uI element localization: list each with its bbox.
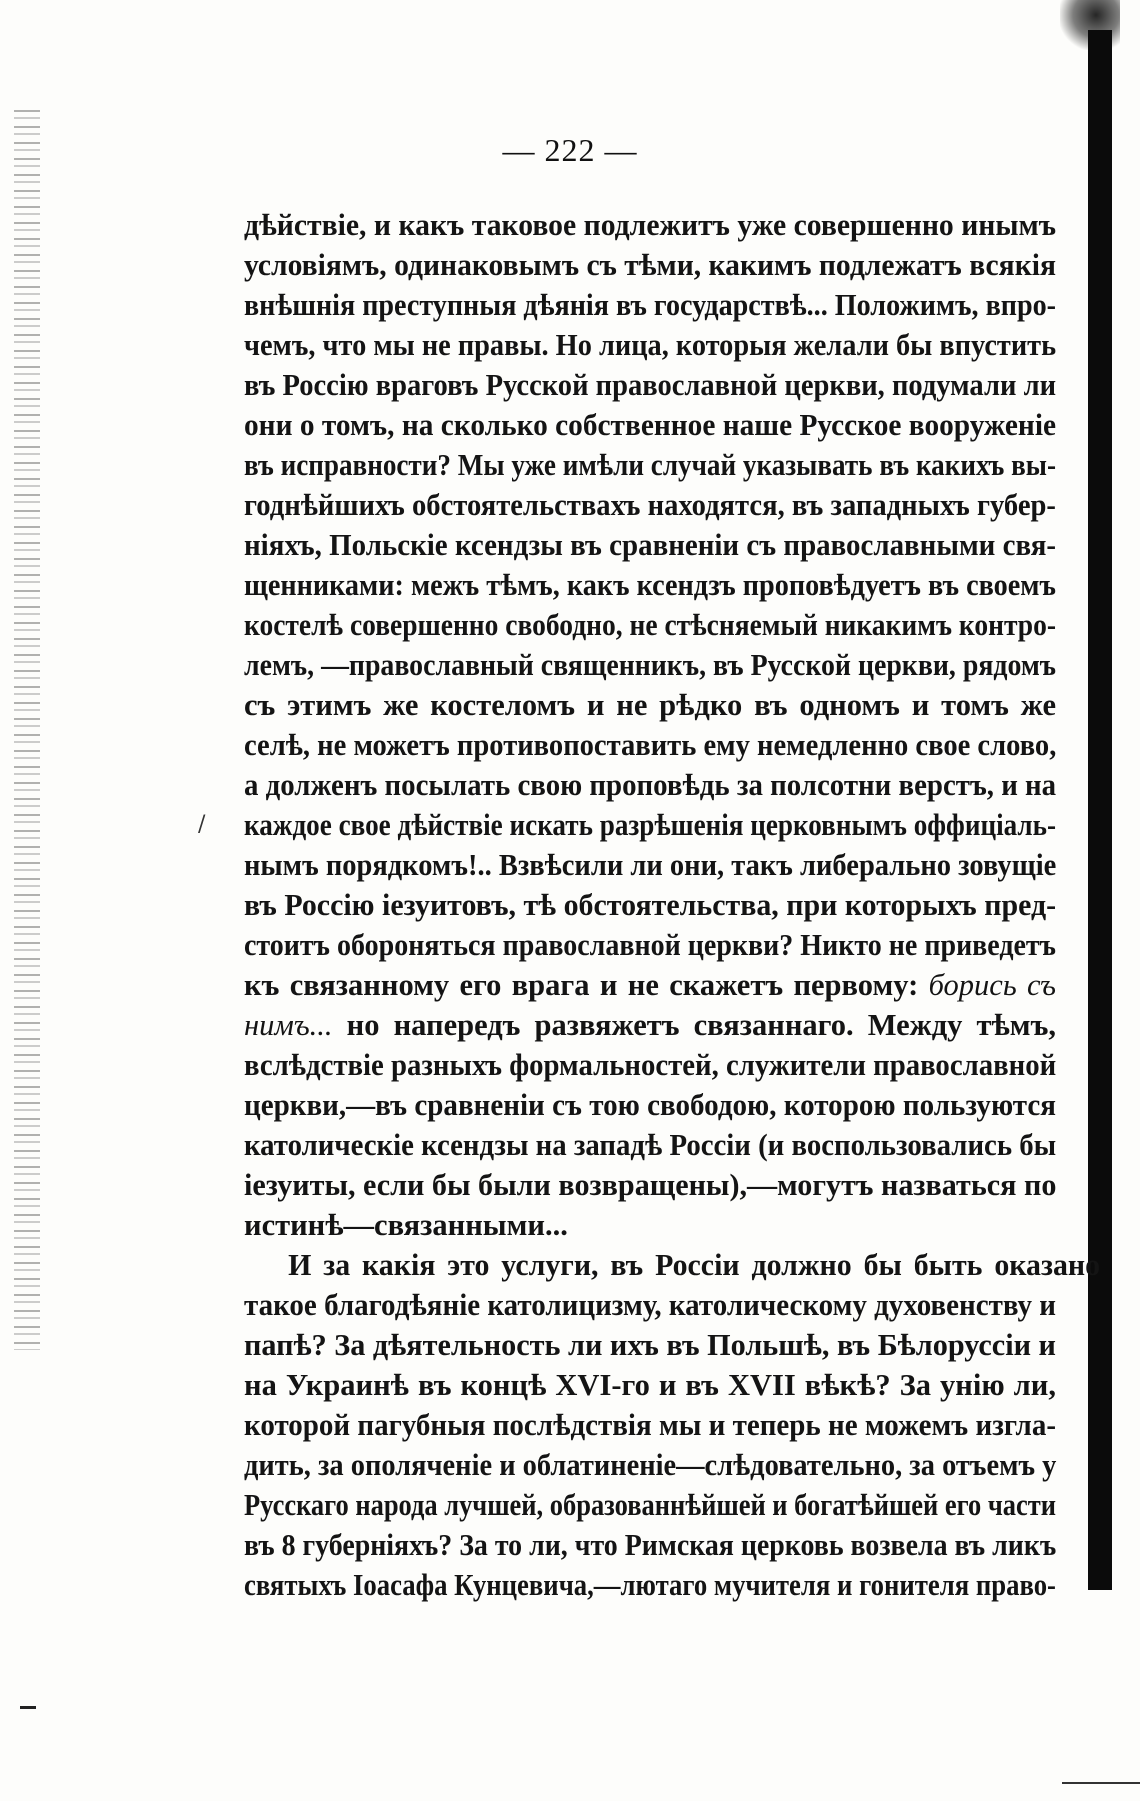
line-text: католическіе ксендзы на западѣ Россіи (и воспользовались бы [244, 1128, 1057, 1162]
line-text: церкви,—въ сравненіи съ тою свободою, которою пользуются [244, 1088, 1056, 1122]
text-line [244, 445, 1056, 485]
text-line [244, 565, 1056, 605]
text-line [244, 1005, 1056, 1045]
text-line [244, 1485, 1056, 1525]
line-text: такое благодѣяніе католицизму, католическому духовенству и [244, 1288, 1056, 1322]
text-line [244, 1325, 1056, 1365]
text-line [244, 965, 1056, 1005]
text-line [244, 645, 1056, 685]
stray-pen-mark: / [198, 812, 206, 837]
line-text: а долженъ посылать свою проповѣдь за полсотни верстъ, и на [244, 768, 1057, 802]
text-line [244, 605, 1056, 645]
text-line [244, 285, 1056, 325]
line-text: дить, за ополяченіе и облатиненіе—слѣдовательно, за отъемъ у [244, 1448, 1057, 1482]
text-line [244, 1565, 1056, 1605]
text-line [244, 1165, 1056, 1205]
line-text: дѣйствіе, и какъ таковое подлежитъ уже совершенно инымъ [244, 208, 1057, 242]
line-text: вслѣдствіе разныхъ формальностей, служители православной [244, 1048, 1057, 1082]
line-text: къ связанному его врага и не скажетъ первому: [244, 968, 919, 1002]
line-text: И за какія это услуги, въ Россіи должно бы быть оказано [288, 1248, 1101, 1282]
scan-mark-bottom-right [1062, 1782, 1140, 1784]
text-line [244, 725, 1056, 765]
italic-text: нимъ... [244, 1008, 333, 1042]
text-line [244, 925, 1056, 965]
scan-mark-bottom-left [20, 1706, 36, 1709]
line-text: щенниками: межъ тѣмъ, какъ ксендзъ проповѣдуетъ въ своемъ [244, 568, 1056, 602]
line-text: каждое свое дѣйствіе искать разрѣшенія церковнымъ оффиціаль- [244, 808, 1057, 842]
line-text: селѣ, не можетъ противопоставить ему немедленно свое слово, [244, 728, 1057, 762]
line-text: въ Россію враговъ Русской православной церкви, подумали ли [244, 368, 1057, 402]
line-text: съ этимъ же костеломъ и не рѣдко въ одномъ и томъ же [244, 688, 1056, 722]
text-line [244, 1205, 1056, 1245]
scan-noise-edge-left [14, 110, 40, 1350]
text-line [244, 1045, 1056, 1085]
line-text: годнѣйшихъ обстоятельствахъ находятся, въ западныхъ губер- [244, 488, 1056, 522]
text-line [244, 1125, 1056, 1165]
line-text: въ Россію іезуитовъ, тѣ обстоятельства, при которыхъ пред- [244, 888, 1057, 922]
line-text: папѣ? За дѣятельность ли ихъ въ Польшѣ, въ Бѣлоруссіи и [244, 1328, 1056, 1362]
italic-text: борись съ [928, 968, 1057, 1002]
text-line [244, 1405, 1056, 1445]
line-text: въ исправности? Мы уже имѣли случай указывать въ какихъ вы- [244, 448, 1057, 482]
line-text: стоитъ обороняться православной церкви? Никто не приведетъ [244, 928, 1056, 962]
scan-binding-edge-right [1088, 30, 1112, 1590]
line-text: костелѣ совершенно свободно, не стѣсняемый никакимъ контро- [244, 608, 1056, 642]
text-line [244, 1285, 1056, 1325]
text-line [244, 885, 1056, 925]
text-line [244, 765, 1056, 805]
text-line [244, 845, 1056, 885]
text-line [244, 205, 1056, 245]
line-text: они о томъ, на сколько собственное наше Русское вооруженіе [244, 408, 1057, 442]
text-line [244, 1365, 1056, 1405]
line-text: внѣшнія преступныя дѣянія въ государствѣ... Положимъ, впро- [244, 288, 1057, 322]
text-line [244, 1085, 1056, 1125]
line-text: которой пагубныя послѣдствія мы и теперь не можемъ изгла- [244, 1408, 1056, 1442]
line-text: чемъ, что мы не правы. Но лица, которыя желали бы впустить [244, 328, 1057, 362]
text-line [244, 365, 1056, 405]
line-text: нымъ порядкомъ!.. Взвѣсили ли они, такъ либерально зовущіе [244, 848, 1057, 882]
text-line [244, 485, 1056, 525]
text-line [244, 1245, 1100, 1285]
line-text: условіямъ, одинаковымъ съ тѣми, какимъ подлежатъ всякія [244, 248, 1056, 282]
text-line [244, 245, 1056, 285]
line-text: въ 8 губерніяхъ? За то ли, что Римская церковь возвела въ ликъ [244, 1528, 1057, 1562]
page-number: — 222 — [502, 132, 638, 168]
text-line [244, 325, 1056, 365]
body-text [244, 205, 1101, 1605]
text-line [244, 685, 1056, 725]
line-text: на Украинѣ въ концѣ XVI-го и въ XVII вѣкѣ? За унію ли, [244, 1368, 1056, 1402]
line-text: истинѣ—связанными... [244, 1208, 568, 1242]
line-text: іезуиты, если бы были возвращены),—могутъ назваться по [244, 1168, 1057, 1202]
line-text: Русскаго народа лучшей, образованнѣйшей и богатѣйшей его части [244, 1488, 1056, 1522]
text-line [244, 805, 1056, 845]
text-line [244, 405, 1056, 445]
line-text: лемъ, —православный священникъ, въ Русской церкви, рядомъ [244, 648, 1057, 682]
line-text: святыхъ Іоасафа Кунцевича,—лютаго мучителя и гонителя право- [244, 1568, 1056, 1602]
text-line [244, 1445, 1056, 1485]
text-line [244, 525, 1056, 565]
line-text: ніяхъ, Польскіе ксендзы въ сравненіи съ православными свя- [244, 528, 1057, 562]
line-text: но напередъ развяжетъ связаннаго. Между тѣмъ, [346, 1008, 1056, 1042]
text-line [244, 1525, 1056, 1565]
